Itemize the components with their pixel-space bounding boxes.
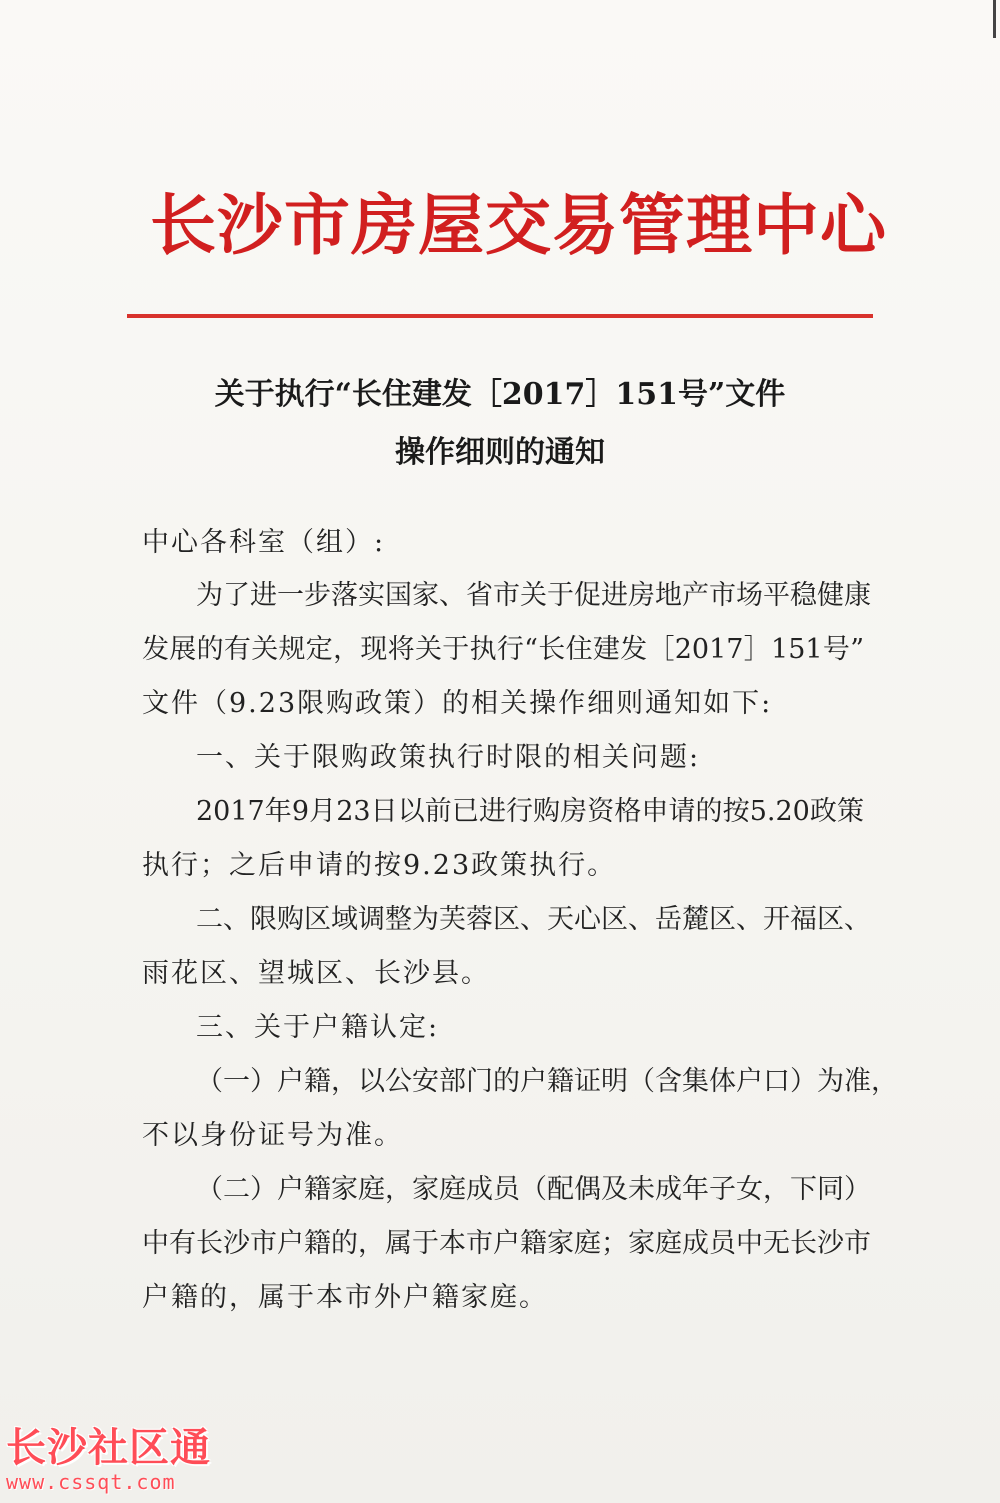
scan-edge-mark [993,0,996,38]
body-paragraph-line: 不以身份证号为准。 [142,1120,403,1151]
body-paragraph-line: 发展的有关规定，现将关于执行“长住建发［2017］151号” [142,634,864,665]
section-heading-3: 三、关于户籍认定: [196,1012,440,1043]
body-paragraph-line: 执行；之后申请的按9.23政策执行。 [142,850,617,881]
body-paragraph-line: 文件（9.23限购政策）的相关操作细则通知如下: [142,688,773,719]
watermark-url: www.cssqt.com [6,1470,176,1494]
body-paragraph-line: 户籍的，属于本市外户籍家庭。 [142,1282,548,1313]
watermark-brand: 长沙社区通 [6,1425,211,1471]
body-paragraph-line: 2017年9月23日以前已进行购房资格申请的按5.20政策 [196,796,864,827]
body-paragraph-line: （一）户籍，以公安部门的户籍证明（含集体户口）为准， [196,1066,898,1097]
body-paragraph-line: （二）户籍家庭，家庭成员（配偶及未成年子女，下同） [196,1174,871,1205]
body-paragraph-line: 雨花区、望城区、长沙县。 [142,958,490,989]
site-watermark [6,1426,226,1494]
notice-title-line-1: 关于执行“长住建发［2017］151号”文件 [214,377,786,412]
section-heading-2: 二、限购区域调整为芙蓉区、天心区、岳麓区、开福区、 [196,904,871,935]
notice-title-line-2: 操作细则的通知 [395,435,605,470]
section-heading-1: 一、关于限购政策执行时限的相关问题: [196,742,701,773]
issuing-organization-header: 长沙市房屋交易管理中心 [150,186,887,264]
body-paragraph-line: 中有长沙市户籍的，属于本市户籍家庭；家庭成员中无长沙市 [142,1228,871,1259]
red-header-rule [127,314,873,318]
salutation: 中心各科室（组）: [142,527,386,558]
body-paragraph-line: 为了进一步落实国家、省市关于促进房地产市场平稳健康 [196,580,871,611]
